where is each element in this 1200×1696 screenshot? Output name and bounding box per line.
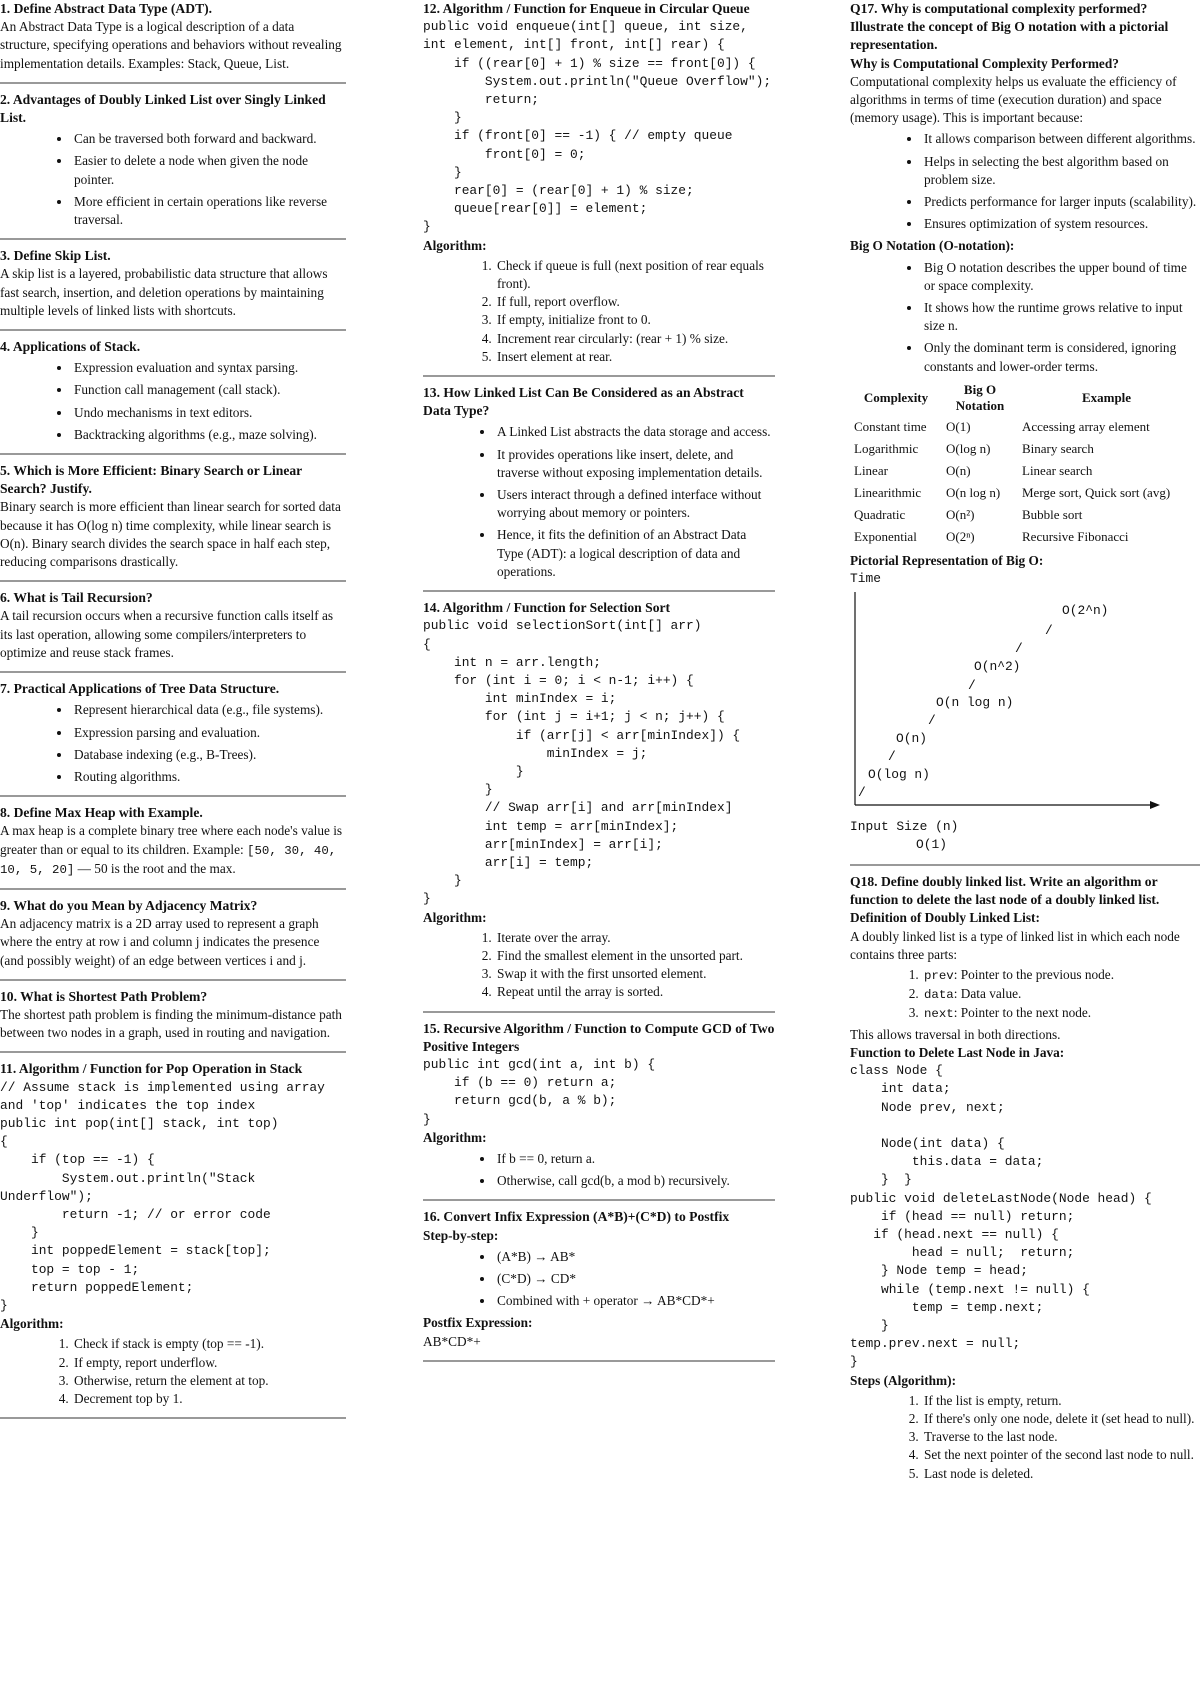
- table-cell: O(n²): [946, 506, 975, 522]
- q18-func-label: Function to Delete Last Node in Java:: [850, 1044, 1065, 1060]
- slash-mark: /: [1015, 641, 1023, 657]
- divider: [423, 1011, 775, 1013]
- list-item: • Can be traversed both forward and backward.: [72, 130, 346, 148]
- divider: [0, 795, 346, 797]
- q18-parts: [850, 966, 1200, 1024]
- q16-postfix-label: Postfix Expression:: [423, 1315, 533, 1331]
- list-item: [922, 966, 1200, 985]
- divider: [423, 1199, 775, 1201]
- q18-def-label: Definition of Doubly Linked List:: [850, 910, 1040, 926]
- table-cell: Merge sort, Quick sort (avg): [1022, 484, 1171, 500]
- q4-list: [0, 359, 346, 444]
- label-o-1: O(1): [916, 837, 947, 853]
- table-cell: Constant time: [854, 418, 927, 434]
- list-item: • It allows comparison between different algorithms.: [922, 130, 1200, 148]
- q17-why-label: Why is Computational Complexity Performed?: [850, 55, 1119, 71]
- table-cell: Recursive Fibonacci: [1022, 528, 1129, 544]
- list-item: • Otherwise, call gcd(b, a mod b) recursively.: [495, 1172, 775, 1190]
- q18-steps-label: Steps (Algorithm):: [850, 1372, 956, 1388]
- q8-body-b: — 50 is the root and the max.: [74, 860, 236, 876]
- q17-bigo-list: [850, 259, 1200, 376]
- label-o-nlogn: O(n log n): [936, 695, 1014, 711]
- list-item: 1. Iterate over the array.: [495, 929, 775, 947]
- list-item: • Expression parsing and evaluation.: [72, 724, 346, 742]
- q9-body: An adjacency matrix is a 2D array used to represent a graph where the entry at row i and column j indicates the presence (and possibly weight) of an edge between vertices i and j.: [0, 916, 320, 968]
- table-cell: Exponential: [854, 528, 917, 544]
- list-item: [922, 1004, 1200, 1023]
- q14-code: public void selectionSort(int[] arr) { int n = arr.length; for (int i = 0; i < n-1; i++) { int minIndex = i; for (int j = i+1; j < n; j++) { if (arr[j] < arr[minIndex]) { minIndex = j; } } // Swap arr[i] and arr[minIndex] int temp = arr[minIndex]; arr[minIndex] = arr[i]; arr[i] = temp; } }: [423, 618, 741, 907]
- table-cell: Linear: [854, 462, 888, 478]
- divider: [0, 979, 346, 981]
- q10-title: 10. What is Shortest Path Problem?: [0, 988, 208, 1004]
- table-header: Complexity: [863, 389, 929, 405]
- table-row: [850, 526, 1195, 548]
- q16-postfix-value: AB*CD*+: [423, 1333, 481, 1349]
- q2-title: 2. Advantages of Doubly Linked List over Singly Linked List.: [0, 91, 326, 126]
- q11-code: // Assume stack is implemented using array and 'top' indicates the top index public int pop(int[] stack, int top) { if (top == -1) { System.out.println("Stack Underflow"); return -1; // or error code } int poppedElement = stack[top]; top = top - 1; return poppedElement; }: [0, 1079, 325, 1313]
- q9-title: 9. What do you Mean by Adjacency Matrix?: [0, 897, 258, 913]
- divider: [0, 580, 346, 582]
- table-row: [850, 482, 1195, 504]
- x-axis-label: Input Size (n): [850, 819, 959, 835]
- table-cell: O(log n): [946, 440, 991, 456]
- q14-alg-label: Algorithm:: [423, 909, 487, 925]
- q8-body-a: A max heap is a complete binary tree where each node's value is greater than or equal to its children. Example:: [0, 823, 343, 857]
- list-item: • (C*D) → CD*: [495, 1270, 775, 1288]
- divider: [0, 671, 346, 673]
- slash-mark: /: [928, 713, 936, 729]
- q7-title: 7. Practical Applications of Tree Data Structure.: [0, 681, 280, 697]
- section-q4: [0, 338, 346, 444]
- q10-body: The shortest path problem is finding the minimum-distance path between two nodes in a graph, used in routing and navigation.: [0, 1006, 342, 1041]
- divider: [0, 888, 346, 890]
- q18-code: class Node { int data; Node prev, next; Node(int data) { this.data = data; } } public void deleteLastNode(Node head) { if (head == null) return; if (head.next == null) { head = null; return; } Node temp = head; while (temp.next != null) { temp = temp.next; } temp.prev.next = null; }: [850, 1063, 1152, 1370]
- section-q2: [0, 91, 346, 229]
- q16-title: 16. Convert Infix Expression (A*B)+(C*D) to Postfix: [423, 1209, 730, 1225]
- list-item: • Combined with + operator → AB*CD*+: [495, 1292, 775, 1310]
- list-item: 4. Set the next pointer of the second last node to null.: [922, 1446, 1200, 1464]
- table-cell: Bubble sort: [1022, 506, 1083, 522]
- q3-body: A skip list is a layered, probabilistic data structure that allows fast search, insertion, and deletion operations by maintaining multiple levels of linked lists with shortcuts.: [0, 266, 328, 318]
- section-q5: [0, 462, 346, 571]
- complexity-table: [850, 380, 1195, 548]
- q18-steps: [850, 1392, 1200, 1483]
- q16-list: [423, 1248, 775, 1311]
- column-3: [850, 0, 1200, 1485]
- q15-code: public int gcd(int a, int b) { if (b == 0) return a; return gcd(b, a % b); }: [423, 1056, 656, 1127]
- q4-title: 4. Applications of Stack.: [0, 339, 141, 355]
- divider: [0, 1051, 346, 1053]
- table-row: [850, 416, 1195, 438]
- list-item: • More efficient in certain operations like reverse traversal.: [72, 193, 346, 229]
- section-q11: [0, 1060, 346, 1408]
- list-item: • Easier to delete a node when given the node pointer.: [72, 152, 346, 188]
- table-cell: Quadratic: [854, 506, 906, 522]
- list-item: • It provides operations like insert, delete, and traverse without exposing implementation details.: [495, 446, 775, 482]
- table-header: Big O Notation: [955, 381, 1005, 413]
- list-item: 1. Check if stack is empty (top == -1).: [72, 1335, 346, 1353]
- list-item: 4. Repeat until the array is sorted.: [495, 983, 775, 1001]
- list-item: • Backtracking algorithms (e.g., maze solving).: [72, 426, 346, 444]
- label-o-logn: O(log n): [868, 767, 930, 783]
- q18-title: Q18. Define doubly linked list. Write an algorithm or function to delete the last node of a doubly linked list.: [850, 874, 1160, 908]
- list-item: 3. Traverse to the last node.: [922, 1428, 1200, 1446]
- section-q9: [0, 897, 346, 970]
- q8-code: [50, 30, 40, 10, 5, 20]: [0, 843, 337, 877]
- list-item: • Predicts performance for larger inputs (scalability).: [922, 193, 1200, 211]
- table-cell: Linearithmic: [854, 484, 922, 500]
- list-item: • Users interact through a defined interface without worrying about memory or pointers.: [495, 486, 775, 522]
- divider: [423, 590, 775, 592]
- list-item: 5. Insert element at rear.: [495, 348, 775, 366]
- list-item: 3. Otherwise, return the element at top.: [72, 1372, 346, 1390]
- part-desc: : Pointer to the previous node.: [953, 967, 1115, 983]
- big-o-diagram: [850, 570, 1200, 855]
- q14-title: 14. Algorithm / Function for Selection Sort: [423, 600, 671, 616]
- table-cell: O(1): [946, 418, 971, 434]
- column-2: [423, 0, 775, 1369]
- divider: [0, 453, 346, 455]
- table-cell: Logarithmic: [854, 440, 919, 456]
- list-item: • Big O notation describes the upper bound of time or space complexity.: [922, 259, 1200, 295]
- slash-mark: /: [858, 785, 866, 801]
- section-q13: [423, 384, 775, 581]
- q11-steps: [0, 1335, 346, 1408]
- section-q10: [0, 988, 346, 1043]
- list-item: 2. If there's only one node, delete it (set head to null).: [922, 1410, 1200, 1428]
- list-item: 2. If empty, report underflow.: [72, 1354, 346, 1372]
- section-q12: [423, 0, 775, 366]
- list-item: 3. Swap it with the first unsorted element.: [495, 965, 775, 983]
- list-item: 1. Check if queue is full (next position of rear equals front).: [495, 257, 775, 293]
- section-q18: [850, 873, 1200, 1483]
- table-header: Example: [1081, 389, 1132, 405]
- q6-body: A tail recursion occurs when a recursive function calls itself as its last operation, allowing some compilers/interpreters to optimize and reuse stack frames.: [0, 608, 334, 660]
- q11-alg-label: Algorithm:: [0, 1316, 64, 1332]
- label-o-n2: O(n^2): [974, 659, 1021, 675]
- table-header-row: [850, 380, 1195, 416]
- q12-steps: [423, 257, 775, 366]
- list-item: • Function call management (call stack).: [72, 381, 346, 399]
- x-axis-arrow-icon: [1150, 801, 1160, 809]
- list-item: • (A*B) → AB*: [495, 1248, 775, 1266]
- q15-alg-label: Algorithm:: [423, 1129, 487, 1145]
- list-item: 2. If full, report overflow.: [495, 293, 775, 311]
- q15-title: 15. Recursive Algorithm / Function to Compute GCD of Two Positive Integers: [423, 1020, 775, 1054]
- part-name: prev: [924, 969, 954, 984]
- list-item: • Routing algorithms.: [72, 768, 346, 786]
- divider: [423, 1360, 775, 1362]
- section-q14: [423, 599, 775, 1001]
- q1-title: 1. Define Abstract Data Type (ADT).: [0, 1, 213, 16]
- q17-bigo-label: Big O Notation (O-notation):: [850, 238, 1015, 254]
- y-axis-label: Time: [850, 571, 881, 587]
- table-cell: O(2ⁿ): [946, 528, 975, 544]
- list-item: • Helps in selecting the best algorithm based on problem size.: [922, 153, 1200, 189]
- table-cell: O(n): [946, 462, 971, 478]
- q6-title: 6. What is Tail Recursion?: [0, 590, 153, 606]
- section-q16: [423, 1208, 775, 1350]
- divider: [0, 1417, 346, 1419]
- q13-title: 13. How Linked List Can Be Considered as an Abstract Data Type?: [423, 385, 744, 419]
- q17-why-list: [850, 130, 1200, 233]
- q8-title: 8. Define Max Heap with Example.: [0, 805, 203, 821]
- section-q8: [0, 804, 346, 879]
- pictorial-label: Pictorial Representation of Big O:: [850, 552, 1044, 568]
- q2-list: [0, 130, 346, 229]
- list-item: • A Linked List abstracts the data storage and access.: [495, 423, 775, 441]
- q17-why-body: Computational complexity helps us evaluate the efficiency of algorithms in terms of time (execution duration) and space (memory usage). This is important because:: [850, 73, 1177, 126]
- divider: [0, 329, 346, 331]
- table-cell: Binary search: [1022, 440, 1094, 456]
- section-q7: [0, 680, 346, 786]
- section-q3: [0, 247, 346, 320]
- q18-def-body: A doubly linked list is a type of linked list in which each node contains three parts:: [850, 928, 1180, 962]
- table-row: [850, 460, 1195, 482]
- part-desc: : Pointer to the next node.: [953, 1005, 1092, 1021]
- slash-mark: /: [1045, 623, 1053, 639]
- divider: [423, 375, 775, 377]
- q16-step-label: Step-by-step:: [423, 1227, 499, 1243]
- q12-alg-label: Algorithm:: [423, 237, 487, 253]
- q3-title: 3. Define Skip List.: [0, 248, 111, 264]
- list-item: • Represent hierarchical data (e.g., file systems).: [72, 701, 346, 719]
- section-q6: [0, 589, 346, 662]
- table-row: [850, 438, 1195, 460]
- list-item: 1. If the list is empty, return.: [922, 1392, 1200, 1410]
- slash-mark: /: [968, 678, 976, 694]
- q12-title: 12. Algorithm / Function for Enqueue in Circular Queue: [423, 1, 750, 16]
- section-q15: [423, 1020, 775, 1191]
- q14-steps: [423, 929, 775, 1002]
- q8-body: [0, 822, 346, 879]
- list-item: 2. Find the smallest element in the unsorted part.: [495, 947, 775, 965]
- list-item: • Ensures optimization of system resources.: [922, 215, 1200, 233]
- q15-list: [423, 1150, 775, 1190]
- list-item: • Expression evaluation and syntax parsing.: [72, 359, 346, 377]
- list-item: • Undo mechanisms in text editors.: [72, 404, 346, 422]
- axes: [850, 570, 1200, 855]
- q13-list: [423, 423, 775, 581]
- column-1: [0, 0, 346, 1426]
- q5-body: Binary search is more efficient than linear search for sorted data because it has O(log n) time complexity, while linear search is O(n). Binary search divides the search space in half each step, reducing comparisons drastically.: [0, 499, 341, 570]
- list-item: • Hence, it fits the definition of an Abstract Data Type (ADT): a logical description of data and operations.: [495, 526, 775, 581]
- list-item: • Database indexing (e.g., B-Trees).: [72, 746, 346, 764]
- label-o-n: O(n): [896, 731, 927, 747]
- list-item: 4. Decrement top by 1.: [72, 1390, 346, 1408]
- q17-title: Q17. Why is computational complexity performed? Illustrate the concept of Big O notation with a pictorial representation.: [850, 1, 1169, 53]
- q12-code: public void enqueue(int[] queue, int size, int element, int[] front, int[] rear) { if ((rear[0] + 1) % size == front[0]) { System.out.println("Queue Overflow"); return; } if (front[0] == -1) { // empty queue front[0] = 0; } rear[0] = (rear[0] + 1) % size; queue[rear[0]] = element; }: [423, 19, 772, 235]
- part-desc: : Data value.: [953, 986, 1022, 1002]
- list-item: 3. If empty, initialize front to 0.: [495, 311, 775, 329]
- table-cell: O(n log n): [946, 484, 1001, 500]
- list-item: [922, 985, 1200, 1004]
- q11-title: 11. Algorithm / Function for Pop Operation in Stack: [0, 1061, 303, 1077]
- q1-body: An Abstract Data Type is a logical description of a data structure, specifying operations and behaviors without revealing implementation details. Examples: Stack, Queue, List.: [0, 19, 342, 71]
- table-cell: Accessing array element: [1022, 418, 1150, 434]
- divider: [0, 82, 346, 84]
- list-item: • Only the dominant term is considered, ignoring constants and lower-order terms.: [922, 339, 1200, 375]
- table-row: [850, 504, 1195, 526]
- section-q1: [0, 0, 346, 73]
- list-item: 5. Last node is deleted.: [922, 1465, 1200, 1483]
- list-item: • It shows how the runtime grows relative to input size n.: [922, 299, 1200, 335]
- part-name: next: [924, 1007, 954, 1022]
- divider: [850, 864, 1200, 866]
- q18-traversal: This allows traversal in both directions.: [850, 1026, 1061, 1042]
- label-o-2n: O(2^n): [1062, 603, 1109, 619]
- q7-list: [0, 701, 346, 786]
- slash-mark: /: [888, 749, 896, 765]
- list-item: 4. Increment rear circularly: (rear + 1) % size.: [495, 330, 775, 348]
- part-name: data: [924, 988, 954, 1003]
- section-q17: [850, 0, 1200, 855]
- divider: [0, 238, 346, 240]
- list-item: • If b == 0, return a.: [495, 1150, 775, 1168]
- table-cell: Linear search: [1022, 462, 1093, 478]
- q5-title: 5. Which is More Efficient: Binary Search or Linear Search? Justify.: [0, 463, 302, 497]
